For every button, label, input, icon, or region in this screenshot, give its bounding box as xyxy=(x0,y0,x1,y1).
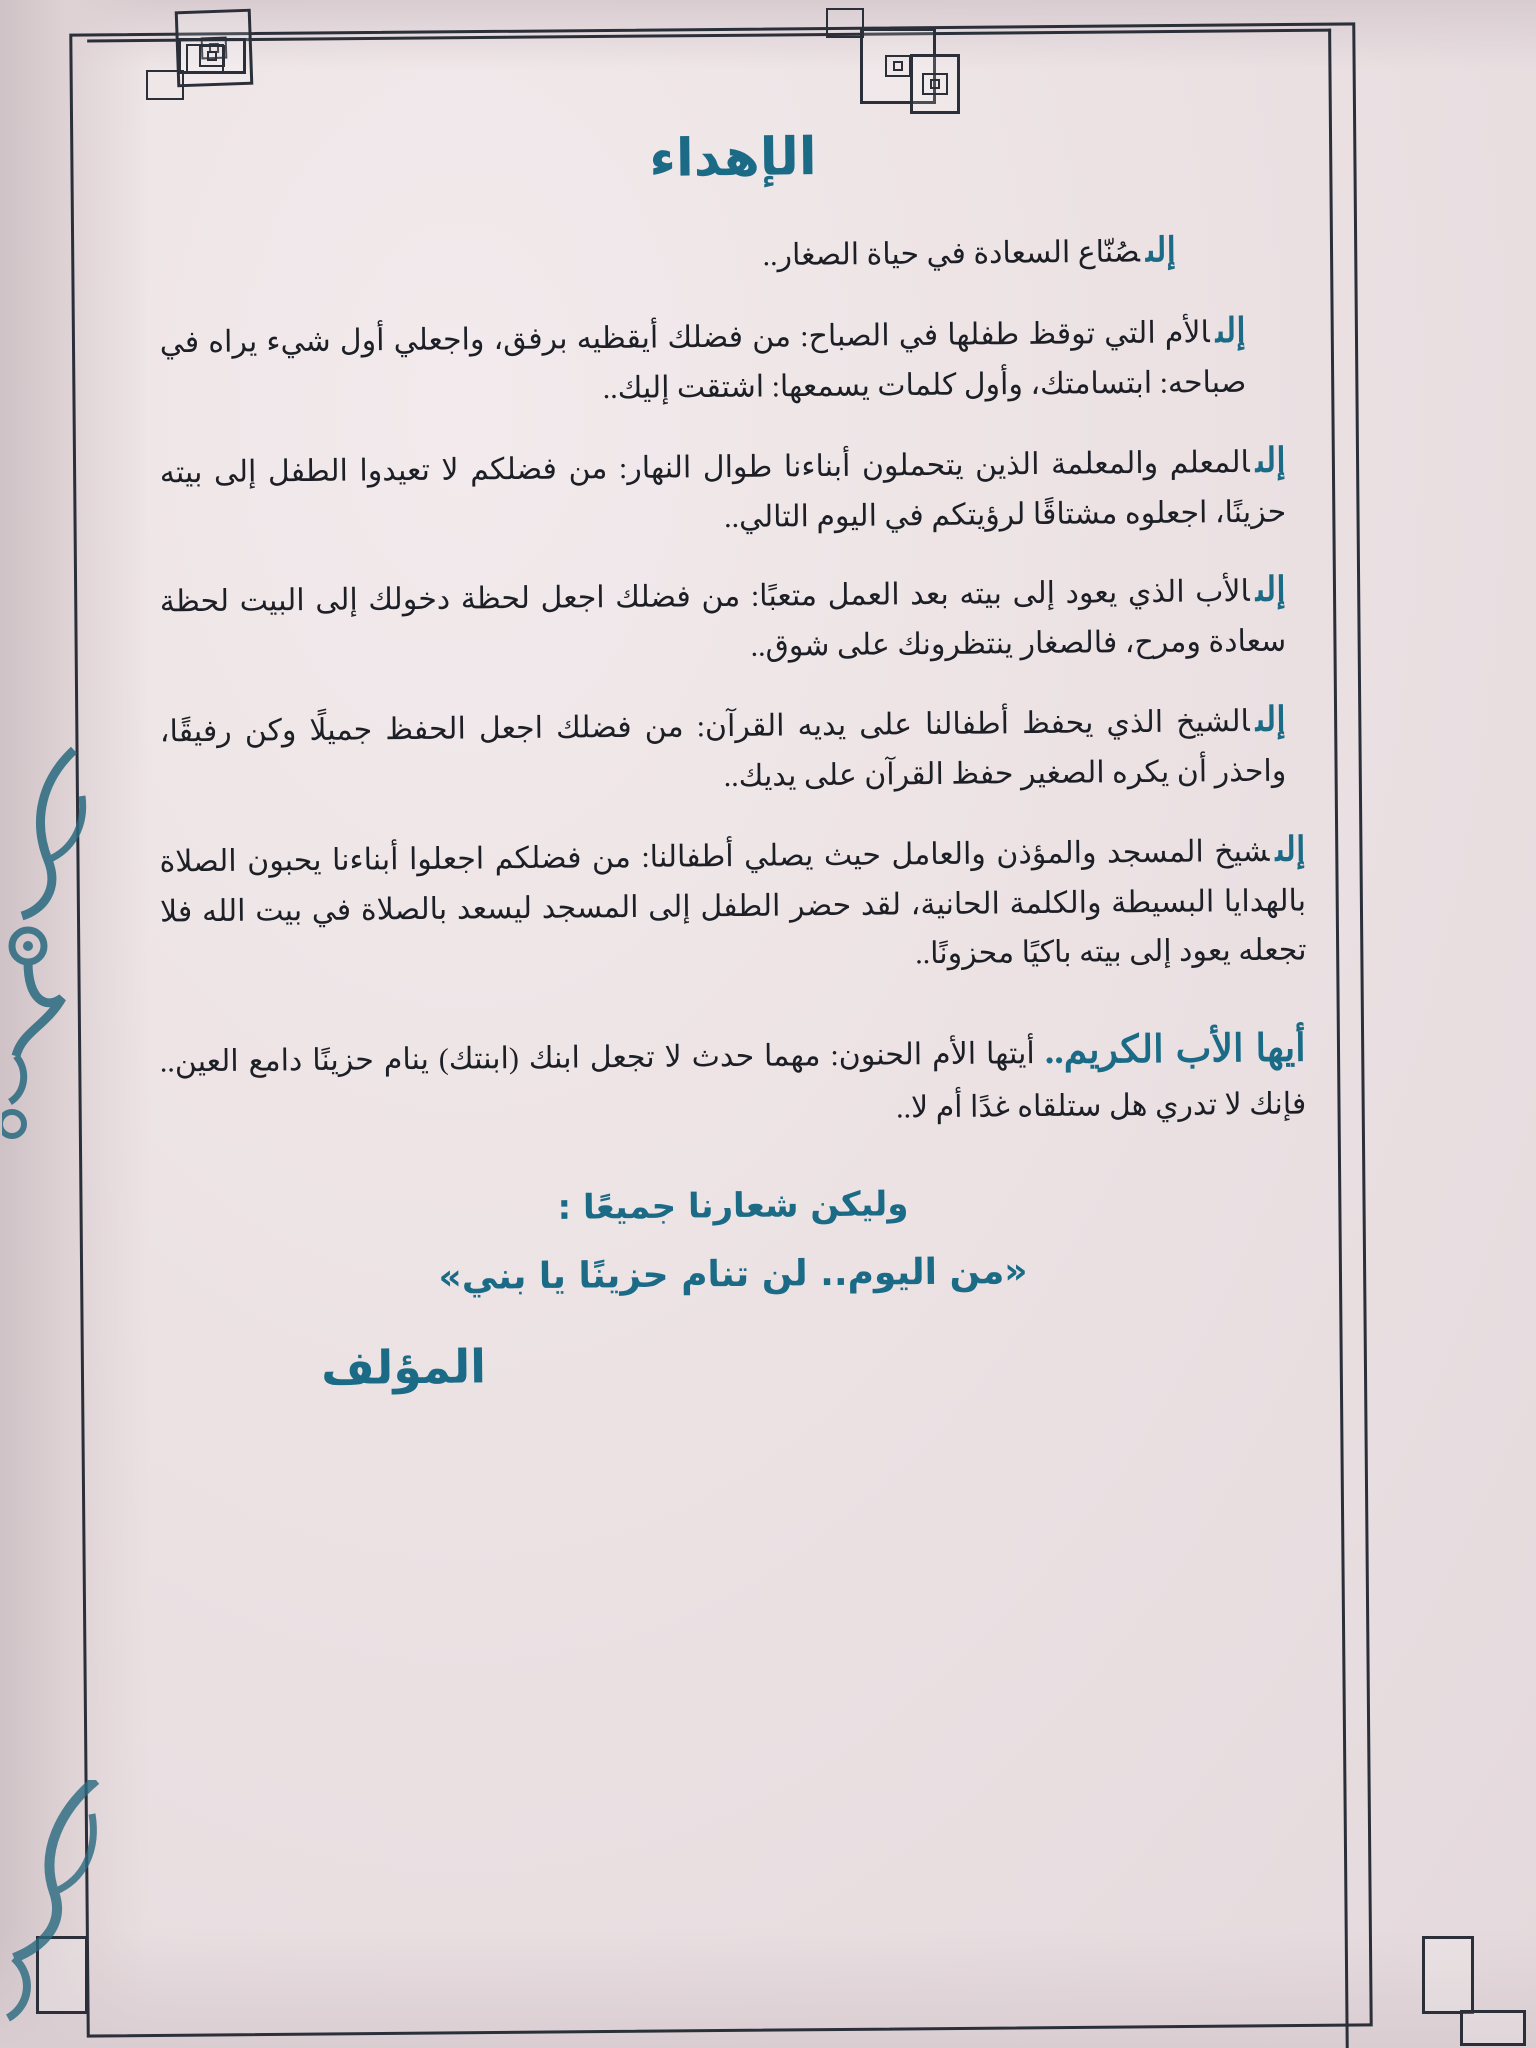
corner-square-icon xyxy=(885,55,911,77)
callout-text: أيتها الأم الحنون: مهما حدث لا تجعل ابنك (ابنتك) ينام حزينًا دامع العين.. فإنك لا تدري هل ستلقاه غدًا أم لا.. xyxy=(159,1037,1307,1125)
dedication-paragraph xyxy=(160,223,1176,288)
dedication-text: شيخ المسجد والمؤذن والعامل حيث يصلي أطفالنا: من فضلكم اجعلوا أبناءنا يحبون الصلاة بالهدايا البسيطة والكلمة الحانية، لقد حضر الطفل إلى المسجد ليسعد بالصلاة في بيت الله فلا تجعله يعود إلى بيته باكيًا محزونًا.. xyxy=(159,834,1307,970)
dedication-paragraph xyxy=(159,822,1306,985)
dedication-lead: إلى xyxy=(1255,572,1286,610)
corner-ornament-bottom-left-icon xyxy=(36,1936,88,2014)
frame-tick-icon xyxy=(826,8,864,38)
dedication-lead: إلى xyxy=(1275,831,1306,869)
dedication-text: صُنّاع السعادة في حياة الصغار.. xyxy=(762,235,1141,273)
frame-tick-icon xyxy=(186,44,224,74)
dedication-paragraph xyxy=(160,693,1287,807)
dedication-paragraph xyxy=(160,304,1247,418)
author-signature: المؤلف xyxy=(320,1339,487,1396)
dedication-lead: إلى xyxy=(1255,442,1286,480)
dedication-text: الشيخ الذي يحفظ أطفالنا على يديه القرآن: من فضلك اجعل الحفظ جميلًا وكن رفيقًا، واحذر أن يكره الصغير حفظ القرآن على يديك.. xyxy=(159,705,1287,794)
dedication-text: المعلم والمعلمة الذين يتحملون أبناءنا طوال النهار: من فضلكم لا تعيدوا الطفل إلى بيته حزينًا، اجعلوه مشتاقًا لرؤيتكم في اليوم التالي.. xyxy=(159,445,1287,534)
floral-ornament-icon xyxy=(2,740,92,1160)
callout-lead: أيها الأب الكريم.. xyxy=(1044,1027,1306,1073)
slogan-label: وليكن شعارنا جميعًا : xyxy=(557,1184,909,1229)
frame-tick-icon xyxy=(146,70,184,100)
page-title: الإهداء xyxy=(649,127,817,189)
dedication-lead: إلى xyxy=(1145,232,1177,270)
dedication-lead: إلى xyxy=(1255,701,1286,739)
dedication-paragraph xyxy=(160,563,1287,677)
dedication-lead: إلى xyxy=(1215,312,1246,351)
dedication-paragraph xyxy=(160,433,1287,547)
corner-ornament-bottom-right-icon xyxy=(1422,1936,1474,2014)
dedication-text: الأم التي توقظ طفلها في الصباح: من فضلك أيقظيه برفق، واجعلي أول شيء يراه في صباحه: ابتسامتك، وأول كلمات يسمعها: اشتقت إليك.. xyxy=(159,316,1247,406)
slogan-text: «من اليوم.. لن تنام حزينًا يا بني» xyxy=(438,1251,1028,1299)
callout-paragraph xyxy=(159,1019,1306,1140)
paper-shading-left xyxy=(0,0,150,2048)
dedication-content xyxy=(160,100,1306,2048)
corner-square-icon xyxy=(922,73,948,95)
dedication-text: الأب الذي يعود إلى بيته بعد العمل متعبًا: من فضلك اجعل لحظة دخولك إلى البيت لحظة سعادة ومرح، فالصغار ينتظرونك على شوق.. xyxy=(159,575,1287,664)
corner-ornament-bottom-right-secondary-icon xyxy=(1460,2010,1526,2046)
